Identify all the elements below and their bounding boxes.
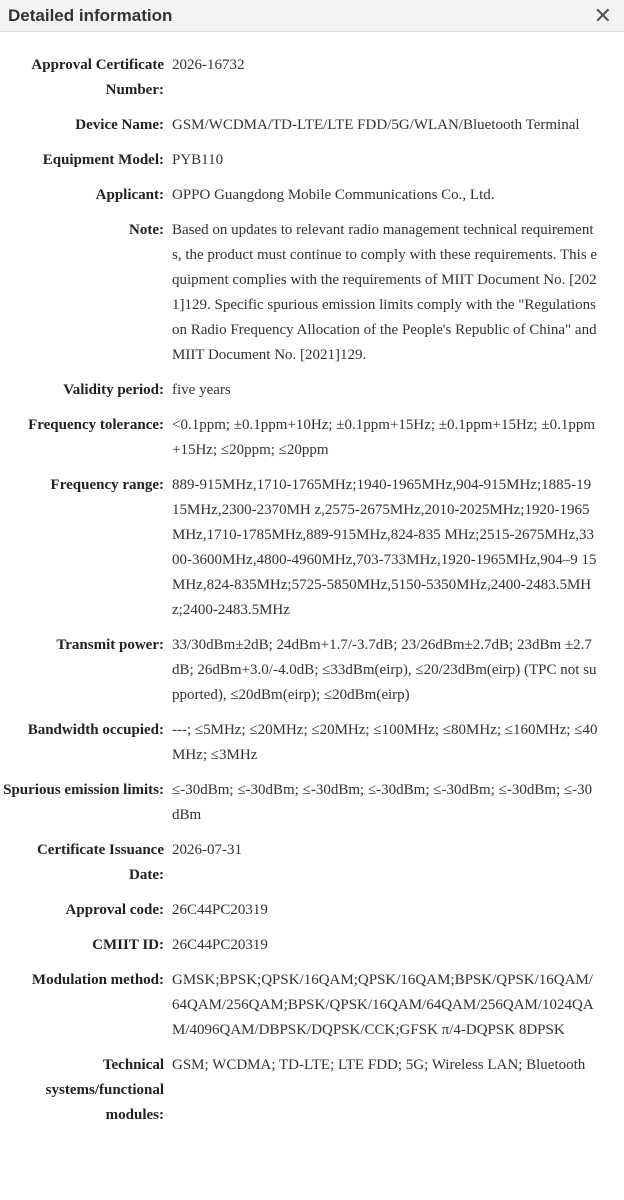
field-label: CMIIT ID: <box>92 937 164 953</box>
field-certificate-issuance-date <box>0 838 624 888</box>
field-label: Applicant: <box>95 187 164 203</box>
field-value: ≤-30dBm; ≤-30dBm; ≤-30dBm; ≤-30dBm; ≤-30dBm; ≤-30dBm; ≤-30dBm <box>172 782 593 823</box>
field-value: 26C44PC20319 <box>172 937 268 953</box>
close-icon[interactable]: ✕ <box>593 2 612 28</box>
field-cmiit-id <box>0 933 624 958</box>
field-applicant <box>0 183 624 208</box>
field-label: Frequency range: <box>50 477 164 493</box>
dialog-header <box>0 0 624 32</box>
field-label: Technical systems/functional modules: <box>45 1057 164 1123</box>
field-value: 2026-07-31 <box>172 842 242 858</box>
field-approval-code <box>0 898 624 923</box>
field-frequency-range <box>0 473 624 623</box>
field-validity-period <box>0 378 624 403</box>
field-label: Note: <box>129 222 164 238</box>
field-value: OPPO Guangdong Mobile Communications Co., Ltd. <box>172 187 495 203</box>
field-device-name <box>0 113 624 138</box>
field-value: GMSK;BPSK;QPSK/16QAM;QPSK/16QAM;BPSK/QPSK/16QAM/64QAM/256QAM;BPSK/QPSK/16QAM/64QAM/256QAM/1024QAM/4096QAM/DBPSK/DQPSK/CCK;GFSK π/4-DQPSK 8DPSK <box>172 972 594 1038</box>
field-label: Approval Certificate Number: <box>31 57 164 98</box>
field-value: <0.1ppm; ±0.1ppm+10Hz; ±0.1ppm+15Hz; ±0.1ppm+15Hz; ±0.1ppm+15Hz; ≤20ppm; ≤20ppm <box>172 417 595 458</box>
field-technical-systems <box>0 1053 624 1128</box>
field-value: ---; ≤5MHz; ≤20MHz; ≤20MHz; ≤100MHz; ≤80MHz; ≤160MHz; ≤40MHz; ≤3MHz <box>172 722 598 763</box>
field-label: Spurious emission limits: <box>3 782 164 798</box>
field-label: Approval code: <box>65 902 164 918</box>
field-value: GSM; WCDMA; TD-LTE; LTE FDD; 5G; Wireless LAN; Bluetooth <box>172 1057 586 1073</box>
field-approval-certificate-number <box>0 53 624 103</box>
field-value: 2026-16732 <box>172 57 245 73</box>
field-equipment-model <box>0 148 624 173</box>
field-value: 26C44PC20319 <box>172 902 268 918</box>
field-value: Based on updates to relevant radio management technical requirements, the product must continue to comply with these requirements. This equipment complies with the requirements of MIIT Document No. [2021]129. Specific spurious emission limits comply with the "Regulations on Radio Frequency Allocation of the People's Republic of China" and MIIT Document No. [2021]129. <box>172 222 598 363</box>
field-label: Transmit power: <box>56 637 164 653</box>
field-value: 33/30dBm±2dB; 24dBm+1.7/-3.7dB; 23/26dBm±2.7dB; 23dBm ±2.7dB; 26dBm+3.0/-4.0dB; ≤33dBm(eirp), ≤20/23dBm(eirp) (TPC not supported), ≤20dBm(eirp); ≤20dBm(eirp) <box>172 637 597 703</box>
field-value: five years <box>172 382 231 398</box>
field-value: GSM/WCDMA/TD-LTE/LTE FDD/5G/WLAN/Bluetooth Terminal <box>172 117 580 133</box>
field-label: Validity period: <box>63 382 164 398</box>
field-note <box>0 218 624 368</box>
field-label: Equipment Model: <box>42 152 164 168</box>
field-bandwidth-occupied <box>0 718 624 768</box>
dialog-title: Detailed information <box>8 5 173 25</box>
details-list <box>0 32 624 1128</box>
field-modulation-method <box>0 968 624 1043</box>
field-spurious-emission-limits <box>0 778 624 828</box>
field-label: Modulation method: <box>31 972 164 988</box>
field-frequency-tolerance <box>0 413 624 463</box>
field-value: PYB110 <box>172 152 224 168</box>
field-label: Bandwidth occupied: <box>27 722 164 738</box>
field-transmit-power <box>0 633 624 708</box>
field-value: 889-915MHz,1710-1765MHz;1940-1965MHz,904-915MHz;1885-1915MHz,2300-2370MH z,2575-2675MHz,2010-2025MHz;1920-1965MHz,1710-1785MHz,889-915MHz,824-835 MHz;2515-2675MHz,3300-3600MHz,4800-4960MHz,703-733MHz,1920-1965MHz,904–9 15MHz,824-835MHz;5725-5850MHz,5150-5350MHz,2400-2483.5MHz;2400-2483.5MHz <box>172 477 597 618</box>
field-label: Frequency tolerance: <box>28 417 164 433</box>
field-label: Device Name: <box>75 117 164 133</box>
field-label: Certificate Issuance Date: <box>36 842 164 883</box>
